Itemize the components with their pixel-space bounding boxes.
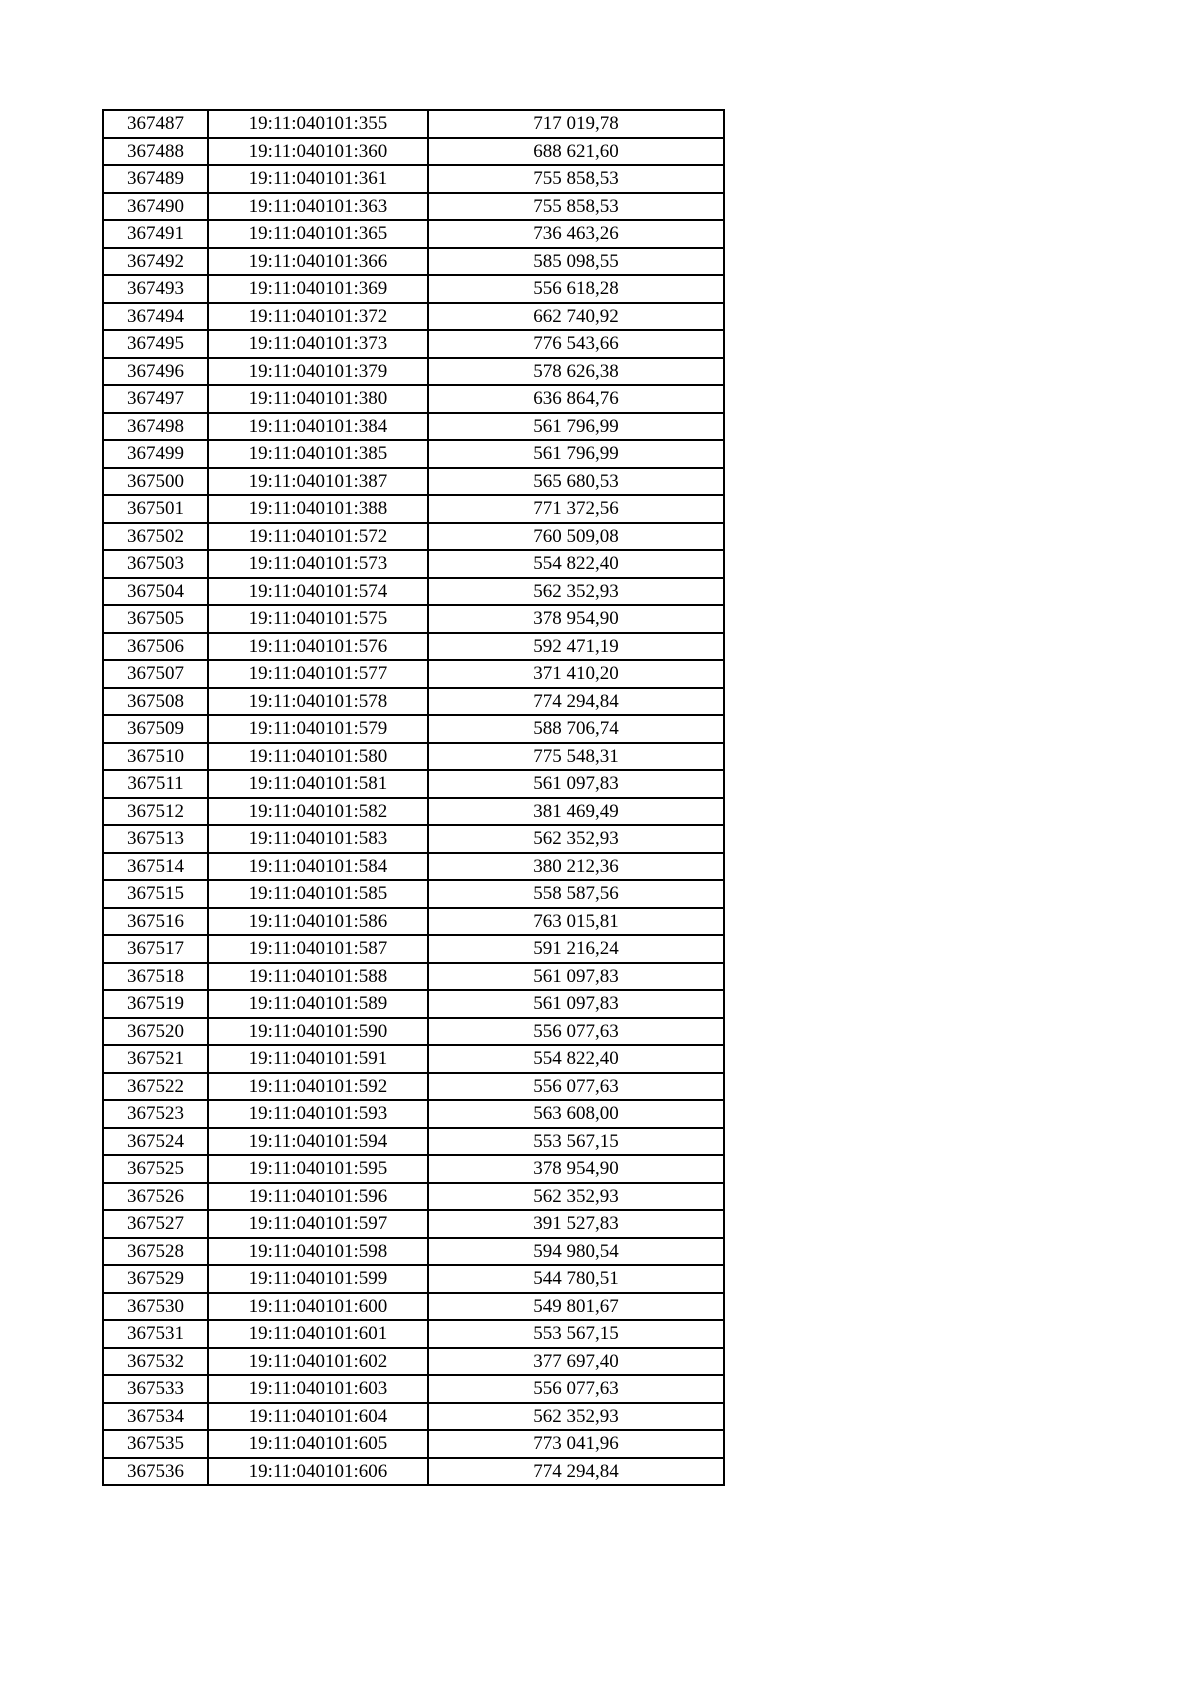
table-row <box>103 1183 724 1211</box>
cadastral-value-cell: 592 471,19 <box>428 633 724 661</box>
table-row <box>103 880 724 908</box>
cadastral-value-cell: 561 097,83 <box>428 770 724 798</box>
cadastral-value-cell: 556 077,63 <box>428 1018 724 1046</box>
row-number-cell: 367510 <box>103 743 208 771</box>
cadastral-number-cell: 19:11:040101:387 <box>208 468 428 496</box>
row-number-cell: 367534 <box>103 1403 208 1431</box>
cadastral-number-cell: 19:11:040101:379 <box>208 358 428 386</box>
table-row <box>103 908 724 936</box>
row-number-cell: 367526 <box>103 1183 208 1211</box>
row-number-cell: 367509 <box>103 715 208 743</box>
cadastral-number-cell: 19:11:040101:360 <box>208 138 428 166</box>
table-row <box>103 1375 724 1403</box>
cadastral-number-cell: 19:11:040101:372 <box>208 303 428 331</box>
cadastral-number-cell: 19:11:040101:361 <box>208 165 428 193</box>
cadastral-value-cell: 371 410,20 <box>428 660 724 688</box>
table-row <box>103 165 724 193</box>
cadastral-value-cell: 578 626,38 <box>428 358 724 386</box>
cadastral-value-cell: 717 019,78 <box>428 110 724 138</box>
cadastral-number-cell: 19:11:040101:601 <box>208 1320 428 1348</box>
cadastral-value-cell: 760 509,08 <box>428 523 724 551</box>
table-row <box>103 578 724 606</box>
table-row <box>103 1320 724 1348</box>
row-number-cell: 367518 <box>103 963 208 991</box>
row-number-cell: 367523 <box>103 1100 208 1128</box>
cadastral-number-cell: 19:11:040101:604 <box>208 1403 428 1431</box>
cadastral-value-cell: 558 587,56 <box>428 880 724 908</box>
cadastral-number-cell: 19:11:040101:588 <box>208 963 428 991</box>
cadastral-number-cell: 19:11:040101:363 <box>208 193 428 221</box>
table-row <box>103 1128 724 1156</box>
row-number-cell: 367504 <box>103 578 208 606</box>
table-row <box>103 1430 724 1458</box>
table-row <box>103 275 724 303</box>
table-row <box>103 1348 724 1376</box>
row-number-cell: 367498 <box>103 413 208 441</box>
cadastral-number-cell: 19:11:040101:590 <box>208 1018 428 1046</box>
cadastral-number-cell: 19:11:040101:589 <box>208 990 428 1018</box>
table-row <box>103 468 724 496</box>
cadastral-value-cell: 662 740,92 <box>428 303 724 331</box>
cadastral-number-cell: 19:11:040101:578 <box>208 688 428 716</box>
row-number-cell: 367532 <box>103 1348 208 1376</box>
table-row <box>103 1293 724 1321</box>
table-row <box>103 1018 724 1046</box>
cadastral-value-cell: 755 858,53 <box>428 165 724 193</box>
table-row <box>103 770 724 798</box>
cadastral-value-cell: 591 216,24 <box>428 935 724 963</box>
row-number-cell: 367517 <box>103 935 208 963</box>
row-number-cell: 367499 <box>103 440 208 468</box>
cadastral-value-cell: 544 780,51 <box>428 1265 724 1293</box>
row-number-cell: 367500 <box>103 468 208 496</box>
table-row <box>103 248 724 276</box>
cadastral-number-cell: 19:11:040101:373 <box>208 330 428 358</box>
cadastral-value-cell: 773 041,96 <box>428 1430 724 1458</box>
row-number-cell: 367525 <box>103 1155 208 1183</box>
cadastral-value-cell: 562 352,93 <box>428 1403 724 1431</box>
cadastral-number-cell: 19:11:040101:592 <box>208 1073 428 1101</box>
table-row <box>103 1238 724 1266</box>
cadastral-number-cell: 19:11:040101:594 <box>208 1128 428 1156</box>
cadastral-value-cell: 553 567,15 <box>428 1128 724 1156</box>
table-row <box>103 990 724 1018</box>
row-number-cell: 367493 <box>103 275 208 303</box>
cadastral-number-cell: 19:11:040101:384 <box>208 413 428 441</box>
cadastral-number-cell: 19:11:040101:572 <box>208 523 428 551</box>
table-row <box>103 715 724 743</box>
table-row <box>103 193 724 221</box>
table-row <box>103 1403 724 1431</box>
cadastral-number-cell: 19:11:040101:595 <box>208 1155 428 1183</box>
cadastral-value-cell: 771 372,56 <box>428 495 724 523</box>
table-row <box>103 688 724 716</box>
row-number-cell: 367511 <box>103 770 208 798</box>
table-row <box>103 1210 724 1238</box>
row-number-cell: 367503 <box>103 550 208 578</box>
cadastral-number-cell: 19:11:040101:355 <box>208 110 428 138</box>
cadastral-number-cell: 19:11:040101:575 <box>208 605 428 633</box>
table-row <box>103 1073 724 1101</box>
table-row <box>103 138 724 166</box>
cadastral-number-cell: 19:11:040101:598 <box>208 1238 428 1266</box>
table-row <box>103 220 724 248</box>
row-number-cell: 367521 <box>103 1045 208 1073</box>
row-number-cell: 367533 <box>103 1375 208 1403</box>
row-number-cell: 367502 <box>103 523 208 551</box>
cadastral-value-cell: 776 543,66 <box>428 330 724 358</box>
row-number-cell: 367516 <box>103 908 208 936</box>
cadastral-number-cell: 19:11:040101:605 <box>208 1430 428 1458</box>
cadastral-value-cell: 774 294,84 <box>428 1458 724 1486</box>
row-number-cell: 367507 <box>103 660 208 688</box>
cadastral-number-cell: 19:11:040101:587 <box>208 935 428 963</box>
table-row <box>103 1458 724 1486</box>
cadastral-value-cell: 688 621,60 <box>428 138 724 166</box>
row-number-cell: 367501 <box>103 495 208 523</box>
cadastral-number-cell: 19:11:040101:365 <box>208 220 428 248</box>
cadastral-number-cell: 19:11:040101:593 <box>208 1100 428 1128</box>
row-number-cell: 367520 <box>103 1018 208 1046</box>
table-row <box>103 660 724 688</box>
cadastral-number-cell: 19:11:040101:584 <box>208 853 428 881</box>
cadastral-value-cell: 378 954,90 <box>428 605 724 633</box>
cadastral-value-cell: 565 680,53 <box>428 468 724 496</box>
table-row <box>103 1265 724 1293</box>
row-number-cell: 367490 <box>103 193 208 221</box>
cadastral-number-cell: 19:11:040101:596 <box>208 1183 428 1211</box>
table-row <box>103 358 724 386</box>
cadastral-value-cell: 554 822,40 <box>428 1045 724 1073</box>
cadastral-value-cell: 381 469,49 <box>428 798 724 826</box>
table-row <box>103 853 724 881</box>
table-row <box>103 633 724 661</box>
cadastral-number-cell: 19:11:040101:388 <box>208 495 428 523</box>
row-number-cell: 367496 <box>103 358 208 386</box>
cadastral-value-cell: 380 212,36 <box>428 853 724 881</box>
table-row <box>103 605 724 633</box>
cadastral-number-cell: 19:11:040101:591 <box>208 1045 428 1073</box>
cadastral-value-cell: 563 608,00 <box>428 1100 724 1128</box>
table-row <box>103 935 724 963</box>
cadastral-value-cell: 585 098,55 <box>428 248 724 276</box>
cadastral-number-cell: 19:11:040101:369 <box>208 275 428 303</box>
cadastral-value-cell: 556 077,63 <box>428 1375 724 1403</box>
row-number-cell: 367514 <box>103 853 208 881</box>
row-number-cell: 367530 <box>103 1293 208 1321</box>
cadastral-number-cell: 19:11:040101:586 <box>208 908 428 936</box>
row-number-cell: 367508 <box>103 688 208 716</box>
cadastral-value-cell: 562 352,93 <box>428 578 724 606</box>
row-number-cell: 367536 <box>103 1458 208 1486</box>
table-row <box>103 385 724 413</box>
cadastral-value-cell: 561 796,99 <box>428 413 724 441</box>
cadastral-number-cell: 19:11:040101:574 <box>208 578 428 606</box>
row-number-cell: 367529 <box>103 1265 208 1293</box>
row-number-cell: 367531 <box>103 1320 208 1348</box>
cadastral-value-cell: 378 954,90 <box>428 1155 724 1183</box>
row-number-cell: 367488 <box>103 138 208 166</box>
cadastral-number-cell: 19:11:040101:602 <box>208 1348 428 1376</box>
cadastral-number-cell: 19:11:040101:603 <box>208 1375 428 1403</box>
cadastral-number-cell: 19:11:040101:582 <box>208 798 428 826</box>
row-number-cell: 367513 <box>103 825 208 853</box>
row-number-cell: 367522 <box>103 1073 208 1101</box>
row-number-cell: 367519 <box>103 990 208 1018</box>
table-row <box>103 440 724 468</box>
row-number-cell: 367506 <box>103 633 208 661</box>
cadastral-value-cell: 736 463,26 <box>428 220 724 248</box>
cadastral-value-cell: 562 352,93 <box>428 825 724 853</box>
row-number-cell: 367528 <box>103 1238 208 1266</box>
table-body <box>103 110 724 1485</box>
cadastral-number-cell: 19:11:040101:366 <box>208 248 428 276</box>
cadastral-value-cell: 562 352,93 <box>428 1183 724 1211</box>
cadastral-value-cell: 774 294,84 <box>428 688 724 716</box>
cadastral-value-cell: 755 858,53 <box>428 193 724 221</box>
row-number-cell: 367535 <box>103 1430 208 1458</box>
row-number-cell: 367527 <box>103 1210 208 1238</box>
row-number-cell: 367512 <box>103 798 208 826</box>
cadastral-value-cell: 561 796,99 <box>428 440 724 468</box>
cadastral-value-cell: 549 801,67 <box>428 1293 724 1321</box>
cadastral-value-cell: 775 548,31 <box>428 743 724 771</box>
cadastral-value-cell: 594 980,54 <box>428 1238 724 1266</box>
row-number-cell: 367491 <box>103 220 208 248</box>
cadastral-value-cell: 561 097,83 <box>428 963 724 991</box>
cadastral-value-cell: 556 618,28 <box>428 275 724 303</box>
row-number-cell: 367492 <box>103 248 208 276</box>
table-row <box>103 1045 724 1073</box>
cadastral-number-cell: 19:11:040101:577 <box>208 660 428 688</box>
cadastral-value-table <box>102 109 725 1486</box>
table-row <box>103 798 724 826</box>
cadastral-number-cell: 19:11:040101:579 <box>208 715 428 743</box>
cadastral-number-cell: 19:11:040101:380 <box>208 385 428 413</box>
cadastral-number-cell: 19:11:040101:581 <box>208 770 428 798</box>
row-number-cell: 367487 <box>103 110 208 138</box>
cadastral-value-cell: 554 822,40 <box>428 550 724 578</box>
table-row <box>103 495 724 523</box>
cadastral-value-cell: 636 864,76 <box>428 385 724 413</box>
table-row <box>103 1155 724 1183</box>
row-number-cell: 367489 <box>103 165 208 193</box>
cadastral-number-cell: 19:11:040101:580 <box>208 743 428 771</box>
cadastral-value-cell: 377 697,40 <box>428 1348 724 1376</box>
cadastral-number-cell: 19:11:040101:606 <box>208 1458 428 1486</box>
row-number-cell: 367494 <box>103 303 208 331</box>
row-number-cell: 367515 <box>103 880 208 908</box>
cadastral-value-cell: 553 567,15 <box>428 1320 724 1348</box>
cadastral-value-cell: 561 097,83 <box>428 990 724 1018</box>
table-row <box>103 1100 724 1128</box>
cadastral-value-cell: 391 527,83 <box>428 1210 724 1238</box>
cadastral-number-cell: 19:11:040101:597 <box>208 1210 428 1238</box>
row-number-cell: 367505 <box>103 605 208 633</box>
row-number-cell: 367495 <box>103 330 208 358</box>
table-row <box>103 303 724 331</box>
table-row <box>103 550 724 578</box>
cadastral-value-cell: 588 706,74 <box>428 715 724 743</box>
table-row <box>103 825 724 853</box>
cadastral-number-cell: 19:11:040101:600 <box>208 1293 428 1321</box>
cadastral-number-cell: 19:11:040101:576 <box>208 633 428 661</box>
cadastral-number-cell: 19:11:040101:585 <box>208 880 428 908</box>
table-row <box>103 413 724 441</box>
cadastral-number-cell: 19:11:040101:385 <box>208 440 428 468</box>
table-row <box>103 110 724 138</box>
table-row <box>103 963 724 991</box>
cadastral-value-cell: 556 077,63 <box>428 1073 724 1101</box>
table-row <box>103 743 724 771</box>
cadastral-value-cell: 763 015,81 <box>428 908 724 936</box>
row-number-cell: 367497 <box>103 385 208 413</box>
table-row <box>103 523 724 551</box>
table-row <box>103 330 724 358</box>
row-number-cell: 367524 <box>103 1128 208 1156</box>
cadastral-number-cell: 19:11:040101:583 <box>208 825 428 853</box>
cadastral-number-cell: 19:11:040101:573 <box>208 550 428 578</box>
cadastral-number-cell: 19:11:040101:599 <box>208 1265 428 1293</box>
